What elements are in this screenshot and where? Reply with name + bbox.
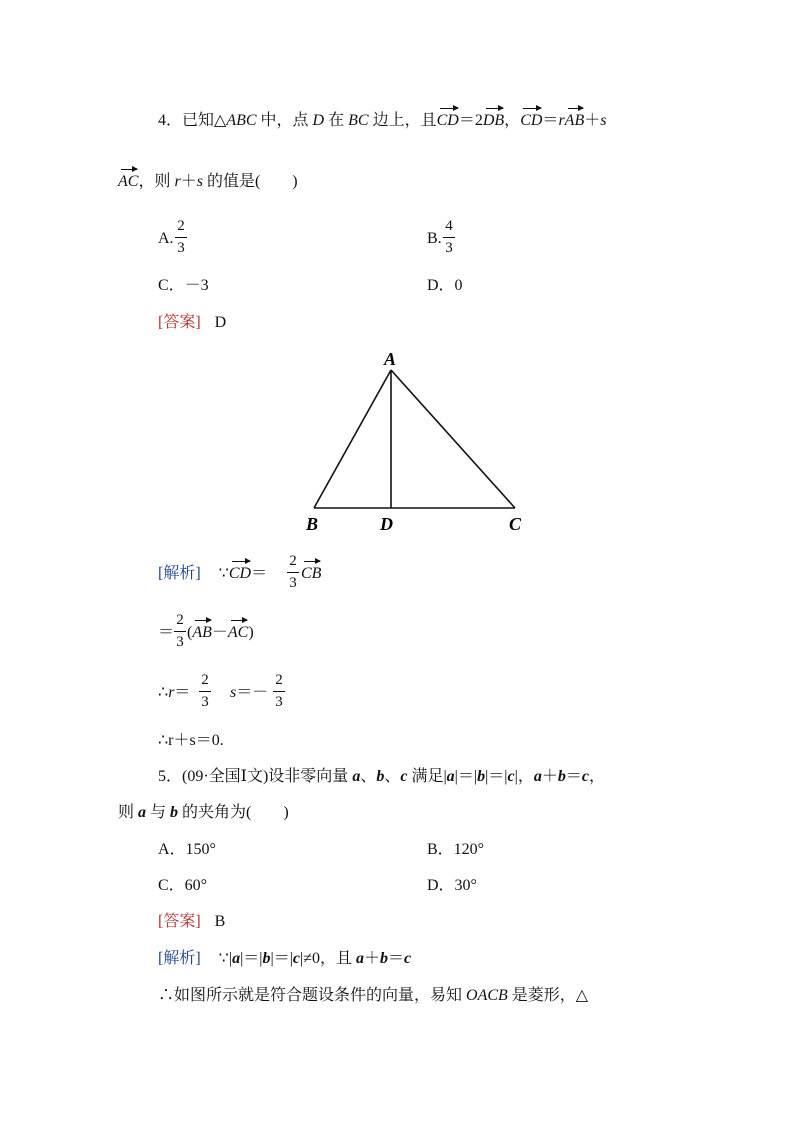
vertex-label-d: D bbox=[380, 514, 393, 534]
q5-option-c: C．60° bbox=[158, 877, 208, 894]
q4-option-a: A. bbox=[158, 230, 174, 247]
q4-solution-line-2: ＝ bbox=[158, 624, 175, 641]
q5-option-d: D．30° bbox=[427, 877, 477, 894]
vector-ac: AC bbox=[118, 173, 139, 190]
q5-solution-line-2: ∴如图所示就是符合题设条件的向量，易知 OACB 是菱形，△ bbox=[158, 987, 589, 1004]
solution-tag: [解析] bbox=[158, 950, 201, 967]
vector-ac: AC bbox=[227, 624, 249, 641]
q4-solution-line-1-tail bbox=[301, 564, 321, 584]
q4-solution-line-3: ∴r＝ bbox=[158, 684, 191, 701]
q5-option-b: B．120° bbox=[427, 841, 485, 858]
q5-solution-line-1: [解析] ∵|a|＝|b|＝|c|≠0，且 a＋b＝c bbox=[158, 950, 412, 967]
q4-option-b: B. bbox=[427, 230, 442, 247]
q5-option-a: A．150° bbox=[158, 841, 216, 858]
answer-value: D bbox=[214, 314, 227, 331]
q4-solution-line-3-mid: s＝－ bbox=[230, 684, 269, 701]
q4-stem-line-1: 4．已知△ABC 中，点 D 在 BC 边上，且CD＝2DB，CD＝rAB＋s bbox=[158, 112, 607, 129]
vector-ab: AB bbox=[192, 624, 212, 641]
side-ab bbox=[314, 370, 391, 508]
vector-cd: CD bbox=[228, 565, 252, 582]
answer-tag: [答案] bbox=[158, 314, 201, 331]
answer-value: B bbox=[214, 913, 226, 930]
q4-solution-line-1: [解析] ∵CD＝ bbox=[158, 565, 268, 582]
vertex-label-c: C bbox=[509, 514, 522, 534]
vector-cd: CD bbox=[436, 112, 459, 129]
vector-db: DB bbox=[482, 112, 505, 129]
vector-cb: CB bbox=[301, 565, 322, 582]
q5-stem-line-2: 则 a 与 b 的夹角为( ) bbox=[118, 804, 289, 821]
answer-tag: [答案] bbox=[158, 913, 201, 930]
vertex-label-b: B bbox=[306, 514, 319, 534]
vertex-label-a: A bbox=[384, 349, 397, 369]
side-ac bbox=[391, 370, 515, 508]
vector-cd: CD bbox=[520, 112, 543, 129]
vector-ab: AB bbox=[564, 112, 585, 129]
q4-solution-line-4: ∴r＋s＝0. bbox=[158, 732, 224, 749]
q5-stem-line-1: 5．(09·全国Ⅰ文)设非零向量 a、b、c 满足|a|＝|b|＝|c|，a＋b＝c， bbox=[158, 768, 605, 785]
q4-solution-line-2-tail: (AB－AC) bbox=[187, 624, 254, 641]
q4-option-c: C．－3 bbox=[158, 277, 209, 294]
q4-answer bbox=[158, 313, 226, 333]
solution-tag: [解析] bbox=[158, 565, 201, 582]
q4-option-d: D．0 bbox=[427, 277, 463, 294]
q5-answer bbox=[158, 912, 225, 932]
q4-stem-line-2: AC，则 r＋s 的值是( ) bbox=[118, 173, 298, 190]
